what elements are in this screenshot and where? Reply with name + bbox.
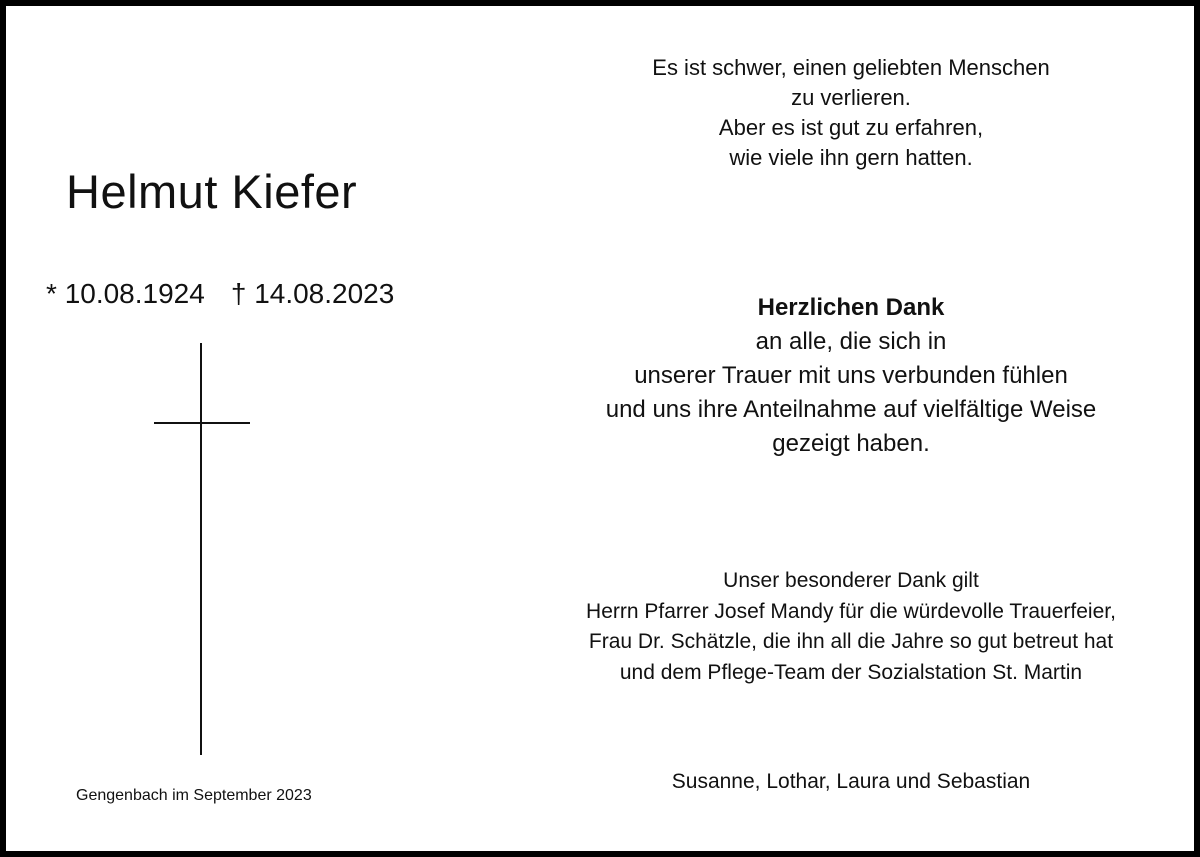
quote-line: zu verlieren. [791,85,911,110]
special-thanks-line: Herrn Pfarrer Josef Mandy für die würdevolle Trauerfeier, [586,599,1116,623]
cross-icon [154,343,250,755]
quote-line: Es ist schwer, einen geliebten Menschen [652,55,1050,80]
memorial-quote [551,53,1151,173]
quote-line: Aber es ist gut zu erfahren, [718,115,984,140]
death-symbol: † [230,278,247,309]
thanks-section [551,291,1151,461]
thanks-line: unserer Trauer mit uns verbunden fühlen [634,362,1068,389]
born-symbol: * [46,278,57,309]
thanks-line: gezeigt haben. [772,430,930,457]
quote-line: wie viele ihn gern hatten. [729,145,973,170]
birth-date: 10.08.1924 [64,278,205,309]
death-date: 14.08.2023 [254,278,395,309]
special-thanks-line: Frau Dr. Schätzle, die ihn all die Jahre so gut betreut hat [588,630,1114,653]
family-signature: Susanne, Lothar, Laura und Sebastian [671,770,1031,793]
place-and-date: Gengenbach im September 2023 [76,787,312,804]
thanks-title: Herzlichen Dank [757,294,945,321]
life-dates [46,278,394,310]
special-thanks-section [551,566,1151,688]
special-thanks-line: und dem Pflege-Team der Sozialstation St. Martin [619,660,1083,684]
cross-vertical-bar [200,343,202,755]
deceased-name: Helmut Kiefer [66,165,358,218]
special-thanks-line: Unser besonderer Dank gilt [723,569,979,592]
cross-horizontal-bar [154,422,250,424]
thanks-line: an alle, die sich in [755,328,947,355]
thanks-line: und uns ihre Anteilnahme auf vielfältige Weise [605,396,1097,423]
